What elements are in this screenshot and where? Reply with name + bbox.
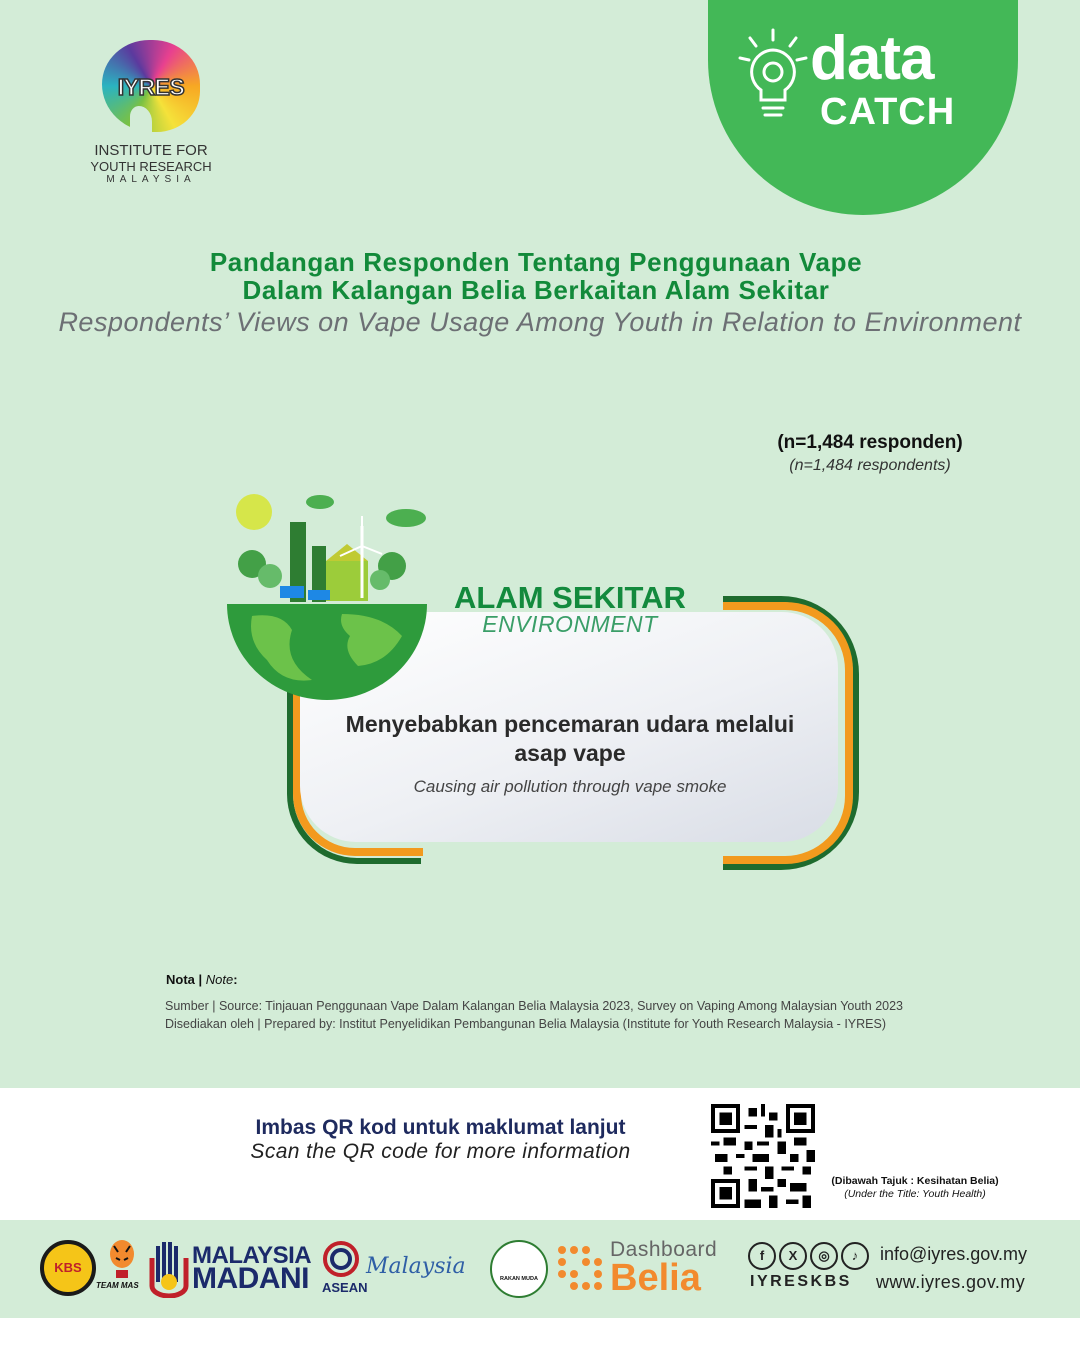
category-malay: ALAM SEKITAR	[454, 580, 686, 615]
social-handle: IYRESKBS	[750, 1273, 852, 1290]
qr-caption-english: (Under the Title: Youth Health)	[844, 1188, 986, 1200]
asean-label: ASEAN	[322, 1280, 368, 1295]
sample-size-english: (n=1,484 respondents)	[789, 457, 951, 474]
logo-line-3: MALAYSIA	[106, 174, 196, 185]
note-heading-english: Note	[205, 972, 234, 987]
asean-logo-icon	[322, 1240, 360, 1278]
contact-email[interactable]: info@iyres.gov.my	[880, 1244, 1027, 1264]
iyres-logo-mark: IYRES	[117, 74, 185, 100]
malaysia-madani-emblem-icon	[148, 1238, 190, 1298]
category-english: ENVIRONMENT	[482, 611, 658, 637]
qr-code[interactable]	[711, 1104, 815, 1208]
kbs-logo	[40, 1240, 96, 1296]
qr-prompt-malay: Imbas QR kod untuk maklumat lanjut	[255, 1116, 626, 1139]
tiktok-icon[interactable]: ♪	[841, 1242, 869, 1270]
statement-malay: Menyebabkan pencemaran udara melalui asap vape	[345, 711, 795, 766]
dashboard-label: Dashboard	[610, 1238, 718, 1261]
website-link[interactable]: www.iyres.gov.my	[876, 1272, 1026, 1292]
note-heading-malay: Nota |	[166, 972, 206, 987]
qr-prompt-english: Scan the QR code for more information	[250, 1140, 631, 1163]
sample-size-malay: (n=1,484 responden)	[777, 432, 963, 453]
eco-globe-icon	[222, 486, 432, 702]
rakan-muda-label: RAKAN MUDA	[500, 1276, 538, 1282]
data-word: data	[810, 24, 934, 93]
malaysia-madani-line-2: MADANI	[192, 1262, 309, 1295]
source-note: Sumber | Source: Tinjauan Penggunaan Vape Dalam Kalangan Belia Malaysia 2023, Survey on Vaping Among Malaysian Youth 2023	[165, 999, 904, 1013]
statement-english: Causing air pollution through vape smoke	[413, 777, 727, 796]
catch-word: CATCH	[820, 91, 956, 133]
title-malay-line-1: Pandangan Responden Tentang Penggunaan Vape	[209, 247, 863, 277]
social-icons	[748, 1242, 872, 1270]
malaysia-madani-line-1: MALAYSIA	[192, 1242, 312, 1269]
facebook-icon[interactable]: f	[748, 1242, 776, 1270]
lightbulb-gear-icon	[738, 28, 808, 128]
qr-caption-malay: (Dibawah Tajuk : Kesihatan Belia)	[831, 1175, 999, 1187]
instagram-icon[interactable]: ◎	[810, 1242, 838, 1270]
title-english: Respondents’ Views on Vape Usage Among Youth in Relation to Environment	[58, 307, 1022, 337]
x-icon[interactable]: X	[779, 1242, 807, 1270]
rakan-muda-logo	[490, 1240, 548, 1298]
logo-line-2: YOUTH RESEARCH	[90, 159, 212, 174]
title-malay-line-2: Dalam Kalangan Belia Berkaitan Alam Sekitar	[242, 275, 830, 305]
logo-line-1: INSTITUTE FOR	[94, 142, 208, 159]
team-mas-label: TEAM MAS	[96, 1281, 139, 1290]
note-heading: Nota | Note:	[166, 972, 238, 987]
iyres-logo	[80, 38, 230, 188]
dashboard-belia-dots-icon	[556, 1244, 606, 1294]
visit-malaysia-logo: Malaysia	[366, 1254, 466, 1279]
tiger-mascot-icon	[106, 1236, 138, 1280]
footer-bottom-bar	[0, 1318, 1080, 1350]
belia-label: Belia	[610, 1257, 701, 1299]
kbs-logo-text: KBS	[54, 1260, 82, 1275]
prepared-by-note: Disediakan oleh | Prepared by: Institut Penyelidikan Pembangunan Belia Malaysia (Institute for Youth Research Malaysia - IYRES)	[165, 1017, 886, 1031]
data-catch-badge	[708, 0, 1018, 215]
title-malay	[0, 248, 1072, 304]
